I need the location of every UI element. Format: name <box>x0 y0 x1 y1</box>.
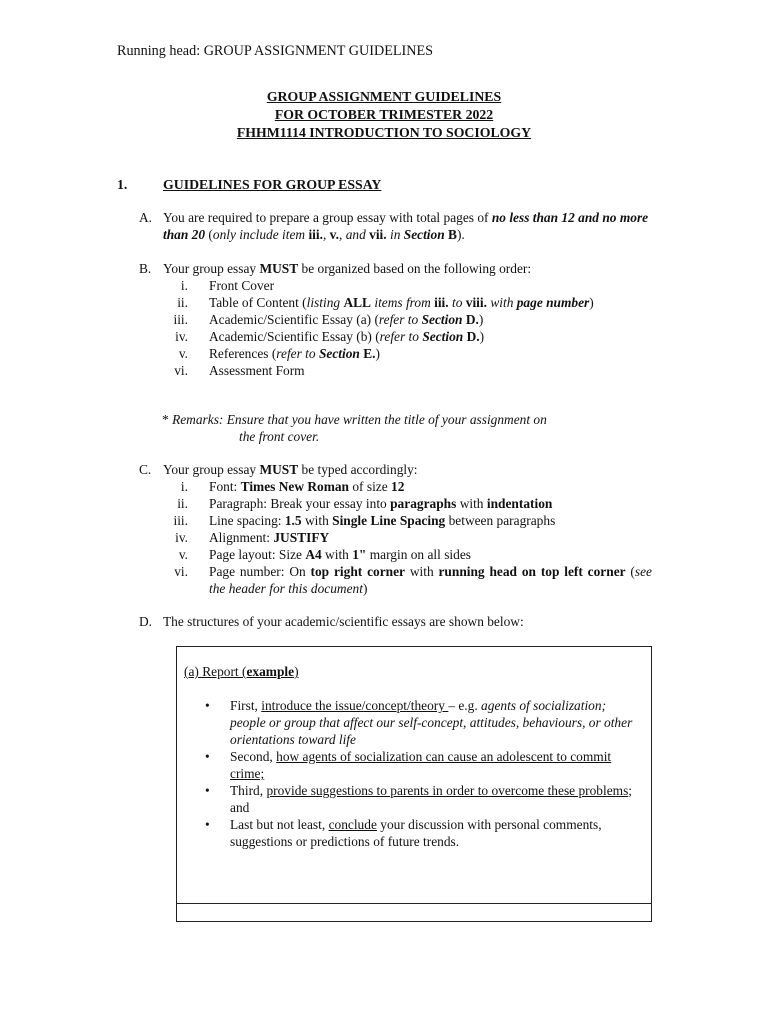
text-run: Your group essay <box>163 261 260 276</box>
list-item <box>139 495 652 512</box>
text-run: top right corner <box>310 564 405 579</box>
text-run: MUST <box>259 261 299 276</box>
text-run: ALL <box>343 295 371 310</box>
typing-format-list <box>139 478 652 597</box>
organization-order-list <box>139 277 652 379</box>
text-run: References ( <box>209 346 277 361</box>
text-run: , <box>338 227 346 242</box>
list-item <box>139 478 652 495</box>
bullet-text <box>230 748 635 782</box>
list-item-text <box>209 277 652 294</box>
text-run: Third, <box>230 783 267 798</box>
list-item-text <box>209 294 652 311</box>
text-run: running head on top left corner <box>438 564 626 579</box>
text-run: ( <box>205 227 213 242</box>
text-run: Times New Roman <box>240 479 350 494</box>
title-line-1: GROUP ASSIGNMENT GUIDELINES <box>266 89 502 104</box>
text-run: see the header for this document <box>209 564 652 596</box>
text-run: , <box>322 227 330 242</box>
paragraph-d-text <box>163 613 652 630</box>
list-item <box>139 512 652 529</box>
paragraph-c-text <box>163 461 652 478</box>
title-line-3: FHHM1114 INTRODUCTION TO SOCIOLOGY <box>236 125 532 140</box>
roman-numeral: v. <box>178 346 188 361</box>
roman-numeral: vi. <box>174 564 188 579</box>
paragraph-letter: A. <box>139 210 153 225</box>
text-run: Page layout: Size <box>209 547 306 562</box>
paragraph-a <box>139 209 652 243</box>
text-run: A4 <box>305 547 322 562</box>
list-item-text <box>209 345 652 362</box>
text-run: ) <box>479 329 485 344</box>
text-run: B <box>448 227 457 242</box>
paragraph-b-text <box>163 260 652 277</box>
text-run: page number <box>516 295 590 310</box>
text-run: refer to <box>276 346 319 361</box>
report-example-box <box>176 646 652 922</box>
text-run: conclude <box>328 817 377 832</box>
text-run: ) <box>589 295 594 310</box>
text-run: paragraphs <box>390 496 457 511</box>
section-number: 1. <box>117 177 128 192</box>
text-run: Section <box>422 329 464 344</box>
text-run: D. <box>465 312 479 327</box>
text-run: listing <box>306 295 344 310</box>
text-run: Line spacing: <box>209 513 285 528</box>
list-item <box>139 546 652 563</box>
text-run: D. <box>466 329 480 344</box>
text-run: introduce the issue/concept/theory <box>261 698 449 713</box>
text-run: v. <box>329 227 339 242</box>
list-item <box>139 362 652 379</box>
text-run: between paragraphs <box>445 513 556 528</box>
paragraph-letter: C. <box>139 462 152 477</box>
text-run: with <box>405 564 439 579</box>
text-run: Paragraph: Break your essay into <box>209 496 391 511</box>
text-run: example <box>246 664 295 679</box>
list-item-text <box>209 362 652 379</box>
title-line-2: FOR OCTOBER TRIMESTER 2022 <box>274 107 494 122</box>
text-run: MUST <box>259 462 299 477</box>
paragraph-letter: D. <box>139 614 153 629</box>
list-item <box>139 328 652 345</box>
text-run: You are required to prepare a group essay with total pages of <box>163 210 492 225</box>
text-run: Academic/Scientific Essay (b) ( <box>209 329 380 344</box>
paragraph-d <box>139 613 652 630</box>
document-titles <box>0 88 768 142</box>
roman-numeral: i. <box>180 479 188 494</box>
list-item-text <box>209 529 652 546</box>
remark-line-1: Remarks: Ensure that you have written the title of your assignment on <box>172 412 547 427</box>
list-item-text <box>209 563 652 597</box>
roman-numeral: iv. <box>175 530 188 545</box>
text-run: ; and <box>230 783 633 815</box>
text-run: in <box>386 227 404 242</box>
bullet-icon: • <box>205 749 210 764</box>
bullet-text <box>230 782 635 816</box>
text-run: Academic/Scientific Essay (a) ( <box>209 312 379 327</box>
text-run: iii. <box>308 227 323 242</box>
paragraph-c <box>139 461 652 597</box>
roman-numeral: iii. <box>173 312 188 327</box>
text-run: be typed accordingly: <box>298 462 418 477</box>
remarks-note <box>162 411 547 445</box>
roman-numeral: iv. <box>175 329 188 344</box>
text-run: ) <box>362 581 368 596</box>
text-run: Font: <box>209 479 241 494</box>
list-item-text <box>209 495 652 512</box>
bullet-item <box>205 782 635 816</box>
text-run: JUSTIFY <box>273 530 330 545</box>
roman-numeral: ii. <box>177 295 188 310</box>
text-run: – e.g. <box>448 698 482 713</box>
roman-numeral: vi. <box>174 363 188 378</box>
list-item-text <box>209 478 652 495</box>
roman-numeral: v. <box>178 547 188 562</box>
text-run: indentation <box>486 496 553 511</box>
list-item <box>139 294 652 311</box>
text-run: be organized based on the following order: <box>298 261 532 276</box>
text-run: Assessment Form <box>209 363 305 378</box>
remark-line-2: the front cover. <box>239 429 320 444</box>
text-run: Section <box>403 227 445 242</box>
text-run: iii. <box>434 295 449 310</box>
text-run: provide suggestions to parents in order to overcome these problems <box>266 783 629 798</box>
text-run: 1" <box>352 547 367 562</box>
text-run: of size <box>349 479 392 494</box>
remark-asterisk: * <box>162 412 169 427</box>
text-run: and <box>345 227 366 242</box>
bullet-item <box>205 816 635 850</box>
list-item <box>139 277 652 294</box>
bullet-item <box>205 697 635 748</box>
paragraph-b <box>139 260 652 379</box>
text-run: with <box>486 295 517 310</box>
text-run: ( <box>625 564 635 579</box>
text-run: Section <box>421 312 463 327</box>
text-run: 1.5 <box>284 513 302 528</box>
list-item-text <box>209 311 652 328</box>
text-run: Table of Content ( <box>209 295 307 310</box>
bullet-text <box>230 816 635 850</box>
text-run: The structures of your academic/scientific essays are shown below: <box>163 614 524 629</box>
text-run: refer to <box>379 329 423 344</box>
text-run: Page number: On <box>209 564 311 579</box>
bullet-icon: • <box>205 698 210 713</box>
text-run: your discussion with personal comments, suggestions or predictions of future trends. <box>230 817 602 849</box>
text-run: Your group essay <box>163 462 260 477</box>
list-item <box>139 345 652 362</box>
text-run: margin on all sides <box>366 547 471 562</box>
text-run: with <box>321 547 353 562</box>
text-run: items from <box>371 295 435 310</box>
text-run: Last but not least, <box>230 817 329 832</box>
box-divider <box>177 903 651 904</box>
section-title: GUIDELINES FOR GROUP ESSAY <box>163 177 382 192</box>
text-run: 12 <box>391 479 405 494</box>
bullet-text <box>230 697 635 748</box>
text-run: to <box>448 295 466 310</box>
text-run: First, <box>230 698 262 713</box>
text-run: Single Line Spacing <box>332 513 446 528</box>
list-item <box>139 311 652 328</box>
running-head: Running head: GROUP ASSIGNMENT GUIDELINES <box>117 43 434 59</box>
list-item-text <box>209 512 652 529</box>
text-run: vii. <box>369 227 387 242</box>
text-run: ). <box>456 227 465 242</box>
text-run: Section <box>318 346 360 361</box>
text-run: Alignment: <box>209 530 274 545</box>
text-run: with <box>456 496 487 511</box>
text-run: no less than 12 and no more than 20 <box>163 210 649 242</box>
report-heading <box>184 663 299 680</box>
list-item <box>139 529 652 546</box>
text-run: with <box>301 513 333 528</box>
text-run: Second, <box>230 749 277 764</box>
roman-numeral: ii. <box>177 496 188 511</box>
text-run: E. <box>363 346 376 361</box>
paragraph-letter: B. <box>139 261 152 276</box>
text-run: only include item <box>212 227 309 242</box>
text-run: ) <box>478 312 484 327</box>
section-heading <box>117 176 381 193</box>
list-item <box>139 563 652 597</box>
bullet-item <box>205 748 635 782</box>
roman-numeral: iii. <box>173 513 188 528</box>
text-run: ) <box>294 664 299 679</box>
text-run: Front Cover <box>209 278 275 293</box>
paragraph-a-text <box>163 209 652 243</box>
text-run: agents of socialization; people or group that affect our self-concept, attitudes, behaviours, or other orientations toward life <box>230 698 633 747</box>
text-run: ) <box>375 346 380 361</box>
report-bullet-list <box>205 697 635 850</box>
text-run: (a) Report ( <box>184 664 247 679</box>
roman-numeral: i. <box>180 278 188 293</box>
bullet-icon: • <box>205 817 210 832</box>
bullet-icon: • <box>205 783 210 798</box>
text-run: how agents of socialization can cause an adolescent to commit crime; <box>230 749 612 781</box>
text-run: viii. <box>465 295 487 310</box>
list-item-text <box>209 546 652 563</box>
text-run: refer to <box>378 312 422 327</box>
list-item-text <box>209 328 652 345</box>
